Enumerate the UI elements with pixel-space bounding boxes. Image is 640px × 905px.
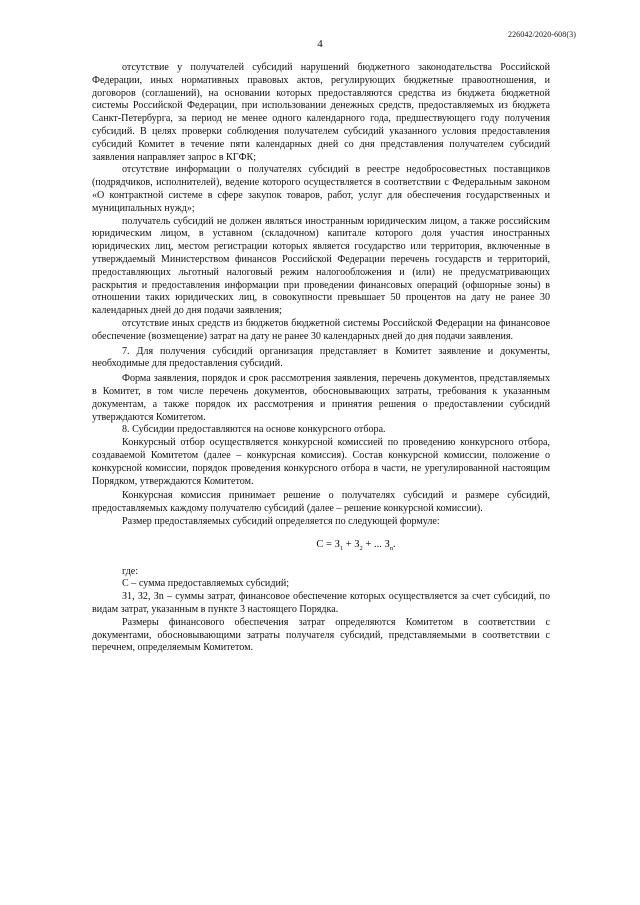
paragraph: получатель субсидий не должен являться иностранным юридическим лицом, а также российским юридическим лицом, в уставном (складочном) капитале которого доля участия иностранных юридических лиц, местом регистрации которых является государство или территория, включенные в утверждаемый Министерством финансов Российской Федерации перечень государств и территорий, предоставляющих льготный налоговый режим налогообложения и (или) не предусматривающих раскрытия и предоставления информации при проведении финансовых операций (офшорные зоны) в отношении таких юридических лиц, в совокупности превышает 50 процентов на дату не ранее 30 календарных дней до дня подачи заявления; <box>92 215 550 317</box>
paragraph: отсутствие иных средств из бюджетов бюджетной системы Российской Федерации на финансовое обеспечение (возмещение) затрат на дату не ранее 30 календарных дней до дня подачи заявления. <box>92 317 550 342</box>
paragraph: Форма заявления, порядок и срок рассмотрения заявления, перечень документов, представляемых в Комитет, в том числе перечень документов, обосновывающих затраты, требования к указанным документам, а также порядок их рассмотрения и принятия решения о предоставлении субсидий утверждаются Комитетом. <box>92 373 550 423</box>
paragraph: Конкурсная комиссия принимает решение о получателях субсидий и размере субсидий, предоставляемых каждому получателю субсидий (далее – решение конкурсной комиссии). <box>92 490 550 515</box>
formula-definition: З1, З2, Зn – суммы затрат, финансовое обеспечение которых осуществляется за счет субсидий, по видам затрат, указанным в пункте 3 настоящего Порядка. <box>92 591 550 615</box>
paragraph: отсутствие информации о получателях субсидий в реестре недобросовестных поставщиков (подрядчиков, исполнителей), ведение которого осуществляется в соответствии с Федеральным законом «О контрактной системе в сфере закупок товаров, работ, услуг для обеспечения государственных и муниципальных нужд»; <box>92 164 550 214</box>
paragraph: Размеры финансового обеспечения затрат определяются Комитетом в соответствии с документами, обосновывающими затраты получателя субсидий, представляемыми в соответствии с перечнем, определяемым Комитетом. <box>92 616 550 654</box>
document-id: 226042/2020-608(3) <box>507 30 576 39</box>
paragraph: Конкурсный отбор осуществляется конкурсной комиссией по проведению конкурсного отбора, создаваемой Комитетом (далее – конкурсная комиссия). Состав конкурсной комиссии, положение о конкурсной комиссии, порядок проведения конкурсного отбора в части, не урегулированной настоящим Порядком, утверждаются Комитетом. <box>92 437 550 487</box>
formula-definition: С – сумма предоставляемых субсидий; <box>122 578 290 590</box>
paragraph: отсутствие у получателей субсидий нарушений бюджетного законодательства Российской Федерации, иных нормативных правовых актов, регулирующих бюджетные правоотношения, и договоров (соглашений), на основании которых предоставляются средства из бюджета бюджетной системы Российской Федерации, при использовании денежных средств, предоставляемых из бюджета Санкт-Петербурга, за период не менее одного календарного года, предшествующего году получения субсидий. В целях проверки соблюдения получателем субсидий указанного условия предоставления субсидий Комитет в течение пяти календарных дней со дня представления получателем субсидий заявления направляет запрос в КГФК; <box>92 62 550 163</box>
page-number: 4 <box>317 38 323 50</box>
paragraph: 7. Для получения субсидий организация представляет в Комитет заявление и документы, необходимые для предоставления субсидий. <box>92 345 550 370</box>
formula-where-label: где: <box>122 565 139 577</box>
subsidy-formula: $С = З_1 + З_2$ + ... $З_n$. <box>316 538 396 552</box>
paragraph: 8. Субсидии предоставляются на основе конкурсного отбора. <box>122 424 386 436</box>
paragraph: Размер предоставляемых субсидий определяется по следующей формуле: <box>122 515 440 527</box>
document-body <box>92 62 550 655</box>
